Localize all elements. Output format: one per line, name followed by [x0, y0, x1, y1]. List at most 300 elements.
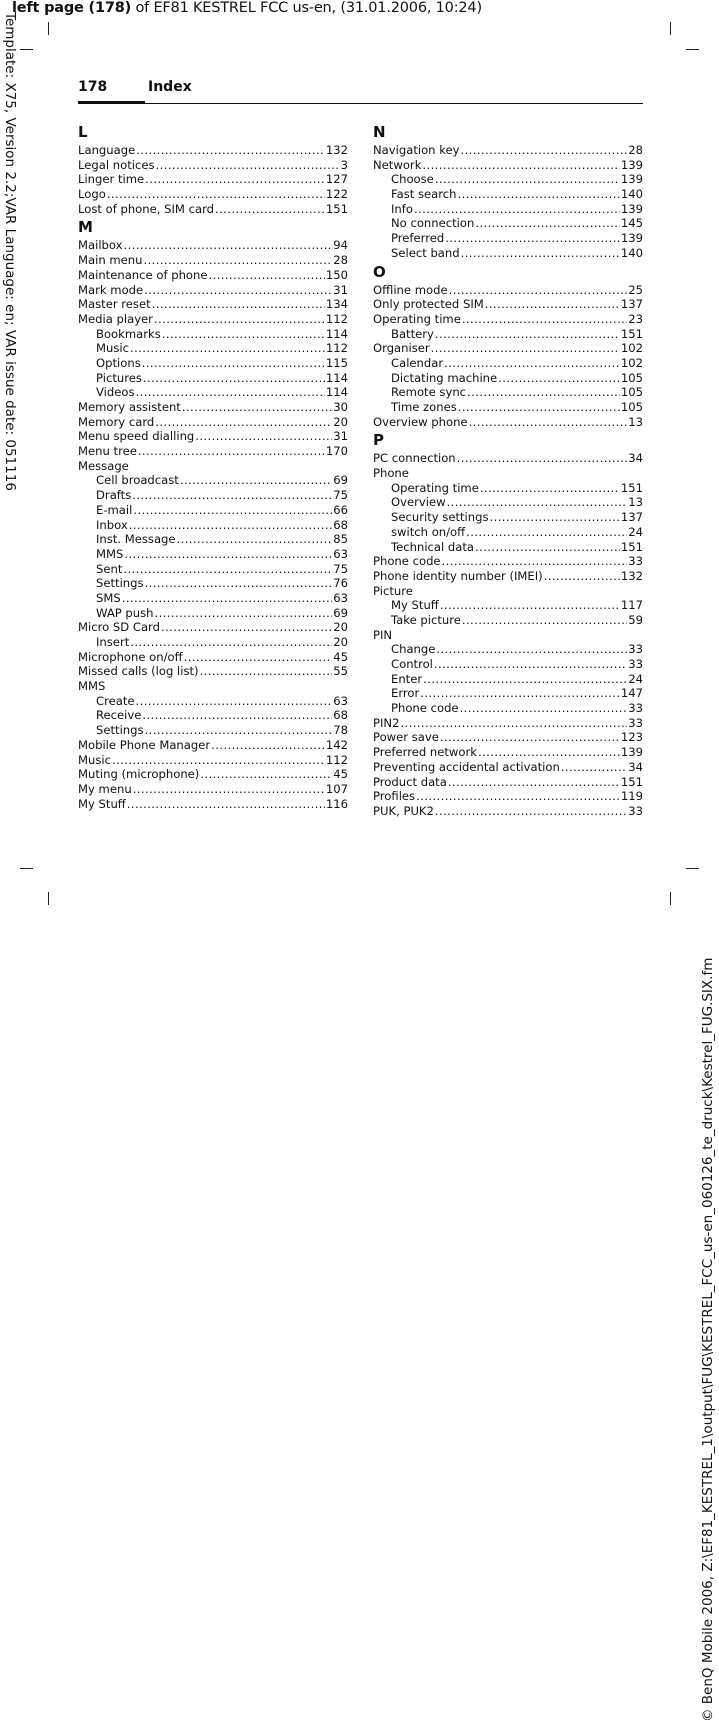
index-entry-page: 45 — [333, 767, 348, 782]
index-entry — [78, 297, 348, 312]
index-entry-page: 142 — [325, 737, 348, 752]
dot-leader — [416, 789, 620, 804]
index-entry-page: 63 — [333, 590, 348, 605]
index-entry-page: 134 — [325, 297, 348, 312]
index-entry-page: 139 — [620, 172, 643, 187]
index-entry-label: PUK, PUK2 — [373, 803, 434, 818]
index-entry-label: Memory assistent — [78, 400, 181, 414]
index-entry-page: 45 — [333, 649, 348, 664]
index-entry-label: Legal notices — [78, 157, 155, 172]
index-entry-page: 69 — [333, 605, 348, 620]
crop-mark — [20, 868, 33, 869]
index-subentry — [373, 202, 643, 217]
index-entry-page: 114 — [325, 326, 348, 341]
header-rule-thick — [78, 101, 145, 104]
index-subentry — [78, 723, 348, 738]
dot-leader — [144, 253, 333, 268]
copyright-path-text: © BenQ Mobile 2006, Z:\EF81_KESTREL_1\output\FUG\KESTREL_FCC_us-en_060126_te_druck\Kestrel_FUG.SIX.fm — [700, 957, 716, 1722]
index-entry-label: Language — [78, 143, 136, 157]
dot-leader — [435, 172, 620, 187]
dot-leader — [458, 400, 620, 415]
index-subentry — [373, 327, 643, 342]
index-subentry — [373, 495, 643, 510]
index-entry-label: Enter — [391, 671, 423, 686]
index-entry-page: 24 — [628, 524, 643, 539]
page-title: Index — [148, 79, 192, 95]
index-entry — [78, 253, 348, 268]
index-entry-label: Control — [391, 657, 433, 671]
index-entry-page: 105 — [620, 400, 643, 414]
index-entry-label: Fast search — [391, 187, 457, 202]
dot-leader — [127, 797, 325, 812]
index-entry-label: Memory card — [78, 414, 155, 429]
index-subentry — [78, 518, 348, 533]
index-entry-label: Battery — [391, 326, 434, 341]
index-entry-label: Logo — [78, 187, 106, 202]
index-entry-page: 25 — [628, 282, 643, 297]
index-entry-page: 105 — [620, 385, 643, 400]
index-subentry — [78, 562, 348, 577]
index-entry — [373, 569, 643, 584]
index-entry-page: 107 — [325, 781, 348, 796]
index-entry-label: Network — [373, 157, 422, 172]
index-entry-page: 59 — [628, 612, 643, 627]
index-entry-label: Dictating machine — [391, 370, 498, 385]
index-entry-page: 33 — [628, 642, 643, 657]
index-entry-page: 117 — [620, 598, 643, 613]
index-entry-label: Master reset — [78, 297, 151, 312]
index-subentry — [78, 488, 348, 503]
index-entry-label: Media player — [78, 311, 153, 326]
dot-leader — [155, 415, 332, 430]
index-entry-label: Maintenance of phone — [78, 267, 208, 282]
print-header-info: of EF81 KESTREL FCC us-en, (31.01.2006, 10:24) — [131, 0, 482, 16]
index-entry-page: 85 — [333, 532, 348, 547]
index-entry-label: Overview phone — [373, 414, 468, 429]
index-entry-label: Create — [96, 693, 135, 708]
index-entry-page: 94 — [333, 238, 348, 253]
index-subentry — [373, 356, 643, 371]
index-entry-label: Sent — [96, 561, 123, 576]
dot-leader — [435, 327, 620, 342]
dot-leader — [561, 760, 627, 775]
index-entry-label: E-mail — [96, 502, 133, 517]
index-entry-label: Product data — [373, 774, 447, 789]
dot-leader — [480, 481, 620, 496]
dot-leader — [154, 312, 325, 327]
index-entry-page: 78 — [333, 723, 348, 738]
index-subentry — [373, 598, 643, 613]
index-subentry — [373, 231, 643, 246]
index-column-right — [373, 121, 643, 819]
dot-leader — [200, 664, 333, 679]
index-entry-label: Calendar — [391, 355, 444, 370]
index-entry-label: Main menu — [78, 253, 143, 268]
dot-leader — [152, 297, 325, 312]
index-subentry — [373, 216, 643, 231]
dot-leader — [544, 569, 620, 584]
index-subentry — [78, 591, 348, 606]
dot-leader — [215, 202, 325, 217]
crop-mark — [48, 22, 49, 35]
index-entry-label: Power save — [373, 730, 439, 745]
dot-leader — [462, 613, 627, 628]
dot-leader — [209, 268, 325, 283]
index-entry-page: 122 — [325, 187, 348, 202]
index-entry-page: 68 — [333, 517, 348, 532]
index-entry — [373, 283, 643, 298]
index-entry-label: Time zones — [391, 400, 457, 414]
dot-leader — [462, 312, 627, 327]
dot-leader — [442, 554, 628, 569]
index-entry — [373, 628, 643, 643]
dot-leader — [478, 745, 620, 760]
index-entry — [373, 716, 643, 731]
index-subentry — [373, 481, 643, 496]
dot-leader — [136, 694, 333, 709]
index-entry — [78, 172, 348, 187]
index-subentry — [373, 400, 643, 415]
index-entry-page: 112 — [325, 752, 348, 767]
index-column-left — [78, 121, 348, 811]
index-entry-page: 114 — [325, 370, 348, 385]
dot-leader — [144, 283, 332, 298]
index-entry-label: Linger time — [78, 172, 145, 187]
index-entry-page: 33 — [628, 803, 643, 818]
index-entry-label: Remote sync — [391, 385, 467, 400]
index-subentry — [78, 503, 348, 518]
index-entry-page: 30 — [333, 400, 348, 414]
index-subentry — [373, 613, 643, 628]
index-entry-page: 140 — [620, 245, 643, 260]
index-entry-label: Take picture — [391, 612, 461, 627]
index-entry-page: 68 — [333, 708, 348, 723]
header-rule-thin — [145, 103, 643, 104]
index-entry-label: Music — [78, 752, 111, 767]
index-entry-page: 151 — [620, 480, 643, 495]
dot-leader — [182, 400, 332, 415]
index-entry-page: 139 — [620, 231, 643, 246]
index-entry-page: 20 — [333, 635, 348, 649]
dot-leader — [136, 143, 325, 158]
dot-leader — [457, 451, 628, 466]
index-subentry — [78, 532, 348, 547]
index-entry — [373, 804, 643, 819]
index-entry-page: 147 — [620, 686, 643, 701]
index-entry — [373, 341, 643, 356]
page-number: 178 — [78, 79, 108, 95]
index-entry-label: PIN2 — [373, 715, 400, 730]
dot-leader — [145, 172, 325, 187]
index-entry-page: 76 — [333, 576, 348, 591]
index-entry-page: 151 — [620, 326, 643, 341]
index-entry — [78, 268, 348, 283]
index-entry-label: Micro SD Card — [78, 620, 160, 635]
dot-leader — [145, 723, 333, 738]
index-entry-label: Overview — [391, 495, 446, 510]
index-entry — [78, 664, 348, 679]
index-entry-page: 132 — [325, 143, 348, 157]
dot-leader — [422, 158, 619, 173]
index-entry — [373, 312, 643, 327]
index-entry-label: Cell broadcast — [96, 473, 179, 488]
index-entry-page: 55 — [333, 664, 348, 679]
index-subentry — [78, 327, 348, 342]
index-entry-page: 75 — [333, 488, 348, 503]
dot-leader — [162, 327, 325, 342]
dot-leader — [130, 635, 332, 650]
index-entry-label: Mobile Phone Manager — [78, 737, 211, 752]
dot-leader — [112, 753, 325, 768]
dot-leader — [130, 341, 325, 356]
dot-leader — [440, 598, 620, 613]
index-entry-page: 20 — [333, 620, 348, 635]
index-entry-page: 20 — [333, 414, 348, 429]
dot-leader — [122, 591, 333, 606]
index-entry-page: 137 — [620, 297, 643, 312]
index-entry-label: My menu — [78, 781, 132, 796]
index-subentry — [373, 246, 643, 261]
index-entry-label: Settings — [96, 723, 144, 738]
dot-leader — [431, 341, 620, 356]
index-entry-page: 123 — [620, 730, 643, 745]
index-entry-page: 28 — [333, 253, 348, 268]
index-entry-page: 151 — [325, 201, 348, 216]
index-entry-page: 139 — [620, 201, 643, 216]
index-entry — [78, 767, 348, 782]
index-entry-label: Missed calls (log list) — [78, 664, 199, 679]
index-entry-label: Pictures — [96, 370, 142, 385]
index-entry-label: Phone identity number (IMEI) — [373, 568, 543, 583]
index-entry-page: 23 — [628, 311, 643, 326]
index-entry — [373, 730, 643, 745]
dot-leader — [458, 187, 620, 202]
index-entry-label: Muting (microphone) — [78, 767, 200, 782]
index-subentry — [373, 540, 643, 555]
dot-leader — [423, 672, 627, 687]
index-entry-label: Operating time — [391, 480, 479, 495]
dot-leader — [180, 473, 332, 488]
index-entry-label: Change — [391, 642, 436, 657]
index-subentry — [78, 341, 348, 356]
dot-leader — [123, 562, 332, 577]
index-subentry — [373, 672, 643, 687]
index-entry — [373, 158, 643, 173]
index-entry — [373, 466, 643, 481]
index-entry — [78, 620, 348, 635]
dot-leader — [466, 525, 627, 540]
index-entry-label: Drafts — [96, 488, 132, 503]
dot-leader — [420, 686, 620, 701]
crop-mark — [670, 22, 671, 35]
index-entry-label: MMS — [96, 546, 124, 561]
index-entry — [373, 584, 643, 599]
index-entry-label: Inbox — [96, 517, 128, 532]
dot-leader — [177, 532, 333, 547]
index-entry-page: 145 — [620, 216, 643, 231]
index-entry-label: Preferred network — [373, 745, 477, 760]
index-subentry — [373, 172, 643, 187]
index-subentry — [78, 473, 348, 488]
dot-leader — [155, 606, 333, 621]
index-entry-label: Music — [96, 341, 129, 356]
dot-leader — [449, 283, 628, 298]
index-entry-page: 151 — [620, 539, 643, 554]
index-entry-page: 33 — [628, 701, 643, 716]
index-entry-label: Profiles — [373, 789, 416, 804]
index-entry-label: Inst. Message — [96, 532, 176, 547]
index-entry-label: MMS — [78, 679, 106, 694]
index-entry — [78, 143, 348, 158]
index-entry-page: 150 — [325, 267, 348, 282]
index-subentry — [373, 371, 643, 386]
index-entry — [373, 451, 643, 466]
dot-leader — [133, 782, 325, 797]
dot-leader — [414, 202, 620, 217]
index-entry-label: Receive — [96, 708, 142, 723]
index-subentry — [78, 547, 348, 562]
index-entry-page: 112 — [325, 341, 348, 356]
index-entry-page: 127 — [325, 172, 348, 187]
index-entry-label: Preferred — [391, 231, 445, 246]
dot-leader — [436, 642, 627, 657]
index-entry-page: 34 — [628, 759, 643, 774]
index-entry-page: 33 — [628, 715, 643, 730]
index-subentry — [373, 701, 643, 716]
dot-leader — [435, 804, 627, 819]
index-entry — [78, 782, 348, 797]
dot-leader — [124, 238, 333, 253]
dot-leader — [211, 738, 325, 753]
index-subentry — [78, 606, 348, 621]
index-subentry — [373, 525, 643, 540]
copyright-margin — [697, 98, 719, 1722]
index-entry-label: Mark mode — [78, 282, 144, 297]
index-entry-page: 132 — [620, 568, 643, 583]
index-entry — [78, 283, 348, 298]
dot-leader — [475, 540, 620, 555]
index-entry-page: 13 — [628, 414, 643, 429]
index-entry-page: 75 — [333, 561, 348, 576]
index-entry-page: 24 — [628, 671, 643, 686]
index-entry-page: 151 — [620, 774, 643, 789]
index-entry-page: 105 — [620, 370, 643, 385]
index-entry-page: 139 — [620, 157, 643, 172]
index-entry — [373, 775, 643, 790]
index-entry-page: 170 — [325, 444, 348, 459]
index-entry-page: 28 — [628, 143, 643, 157]
dot-leader — [475, 216, 620, 231]
index-entry-label: Error — [391, 686, 420, 701]
dot-leader — [461, 246, 620, 261]
index-entry — [373, 143, 643, 158]
crop-mark — [20, 49, 33, 50]
index-entry-label: Insert — [96, 635, 130, 649]
dot-leader — [184, 650, 333, 665]
dot-leader — [447, 495, 628, 510]
index-entry — [78, 158, 348, 173]
index-entry-page: 102 — [620, 341, 643, 356]
dot-leader — [467, 385, 620, 400]
dot-leader — [440, 730, 620, 745]
index-entry-label: switch on/off — [391, 524, 466, 539]
index-entry — [373, 789, 643, 804]
index-entry-label: Phone code — [373, 554, 441, 569]
index-subentry — [373, 385, 643, 400]
index-entry — [78, 415, 348, 430]
index-letter-heading: N — [373, 123, 386, 141]
index-entry-label: Message — [78, 458, 129, 473]
index-entry-label: Phone — [373, 466, 409, 481]
index-entry-label: Bookmarks — [96, 326, 161, 341]
index-subentry — [373, 187, 643, 202]
dot-leader — [498, 371, 620, 386]
index-entry — [78, 459, 348, 474]
index-entry-label: Phone code — [391, 701, 459, 716]
index-subentry — [78, 694, 348, 709]
index-entry-label: PC connection — [373, 451, 456, 466]
index-entry — [373, 745, 643, 760]
dot-leader — [143, 371, 325, 386]
dot-leader — [138, 444, 325, 459]
index-entry-page: 33 — [628, 657, 643, 671]
crop-mark — [686, 868, 699, 869]
index-entry-page: 34 — [628, 451, 643, 466]
index-entry-page: 119 — [620, 789, 643, 804]
index-letter-heading: O — [373, 262, 386, 281]
index-entry-page: 13 — [628, 495, 643, 510]
dot-leader — [142, 356, 325, 371]
index-subentry — [78, 708, 348, 723]
index-entry-page: 137 — [620, 510, 643, 525]
index-entry — [78, 444, 348, 459]
index-entry-page: 115 — [325, 355, 348, 370]
index-subentry — [373, 642, 643, 657]
index-entry-label: Technical data — [391, 539, 475, 554]
dot-leader — [460, 701, 628, 716]
index-entry-page: 114 — [325, 385, 348, 400]
index-entry-page: 31 — [333, 282, 348, 297]
index-subentry — [78, 385, 348, 400]
index-entry — [78, 738, 348, 753]
index-entry-page: 112 — [325, 311, 348, 326]
index-letter-heading: L — [78, 123, 88, 141]
index-entry-label: Settings — [96, 576, 144, 591]
dot-leader — [161, 620, 332, 635]
dot-leader — [156, 158, 340, 173]
index-entry-page: 31 — [333, 429, 348, 444]
index-entry-label: Organiser — [373, 341, 430, 356]
dot-leader — [461, 143, 628, 158]
index-entry — [78, 400, 348, 415]
dot-leader — [434, 657, 627, 672]
template-info-text: Template: X75, Version 2.2;VAR Language: en; VAR issue date: 051116 — [2, 12, 18, 491]
dot-leader — [469, 415, 628, 430]
index-entry — [78, 429, 348, 444]
index-entry-label: PIN — [373, 627, 393, 642]
index-subentry — [373, 510, 643, 525]
index-subentry — [78, 356, 348, 371]
index-entry-label: Only protected SIM — [373, 297, 484, 312]
crop-mark — [670, 892, 671, 905]
crop-mark — [686, 49, 699, 50]
index-entry-label: My Stuff — [78, 796, 126, 811]
index-entry-page: 139 — [620, 745, 643, 760]
dot-leader — [200, 767, 332, 782]
dot-leader — [195, 429, 332, 444]
index-entry-label: Info — [391, 201, 413, 216]
index-entry — [78, 238, 348, 253]
